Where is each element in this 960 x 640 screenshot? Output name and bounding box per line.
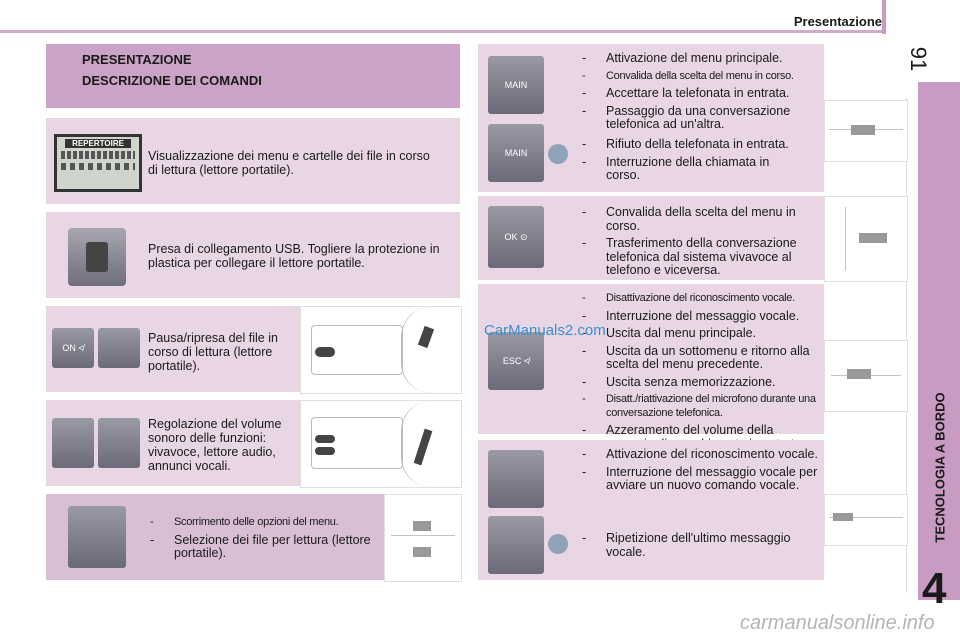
pause-button-label: ON ≮: [62, 343, 84, 353]
pause-side-button-photo: [98, 328, 140, 368]
main-list: [580, 52, 820, 136]
section-subtitle: DESCRIZIONE DEI COMANDI: [82, 73, 262, 88]
main-item: - Passaggio da una conversazione telefonica ad un'altra.: [580, 105, 820, 132]
volume-text: Regolazione del volume sonoro delle funzioni: vivavoce, lettore audio, annunci vocali.: [148, 417, 282, 473]
volume-side-button-photo: [98, 418, 140, 468]
main-item: - Accettare la telefonata in entrata.: [580, 87, 820, 101]
steering-sketch-volume: [300, 400, 462, 488]
main-item: - Convalida della scelta del menu in corso.: [580, 70, 820, 84]
ok-list: [580, 206, 820, 282]
esc-item: - Disattivazione del riconoscimento vocale.: [580, 292, 820, 306]
lcd-display: [54, 134, 142, 192]
press-hold-icon: [548, 144, 568, 164]
volume-button-photo: [52, 418, 94, 468]
header-rule: [0, 30, 886, 33]
header-title: Presentazione: [793, 14, 882, 29]
sidebar-label: TECNOLOGIA A BORDO: [932, 392, 948, 543]
steering-sketch-pause: [300, 306, 462, 394]
esc-item: - Uscita da un sottomenu e ritorno alla scelta del menu precedente.: [580, 345, 820, 372]
esc-button-photo: [488, 332, 544, 390]
esc-list: [580, 292, 820, 455]
highlighted-button: [315, 347, 335, 357]
main-button-label-2: MAIN: [504, 148, 528, 158]
scroll-button-photo: [68, 506, 126, 568]
esc-item: - Interruzione del messaggio vocale.: [580, 310, 820, 324]
lcd-segments: [61, 151, 135, 159]
highlighted-volume-down: [315, 447, 335, 455]
pause-text: Pausa/ripresa del file in corso di lettura (lettore portatile).: [148, 331, 278, 373]
voice-item: - Interruzione del messaggio vocale per avviare un nuovo comando vocale.: [580, 466, 820, 493]
main-button-label: MAIN: [504, 80, 528, 90]
watermark-link[interactable]: CarManuals2.com: [484, 322, 606, 339]
scroll-list: [148, 516, 382, 565]
reject-item: - Rifiuto della telefonata in entrata.: [580, 138, 800, 152]
ok-item: - Convalida della scelta del menu in corso.: [580, 206, 820, 233]
header-tab: [882, 0, 886, 34]
control-sketch-ok: [824, 196, 908, 282]
pause-button-photo: [52, 328, 94, 368]
voice-list: [580, 448, 820, 497]
chapter-number: 4: [922, 564, 947, 613]
ok-item: - Trasferimento della conversazione telefonica dal sistema vivavoce al telefono e viceversa.: [580, 237, 820, 278]
usb-plug-icon: [86, 242, 108, 272]
lcd-icons: [61, 163, 135, 170]
control-sketch-main: [824, 100, 908, 162]
reject-list: [580, 138, 800, 187]
repeat-list: [580, 532, 800, 563]
reject-item: - Interruzione della chiamata in corso.: [580, 156, 800, 183]
highlighted-volume-up: [315, 435, 335, 443]
esc-item: - Azzeramento del volume della: [580, 424, 820, 451]
control-sketch-scroll: [384, 494, 462, 582]
ok-button-label: OK ⊙: [504, 231, 528, 242]
scroll-item: - Selezione dei file per lettura (lettore portatile).: [148, 534, 382, 561]
main-button-photo: [488, 56, 544, 114]
voice-button-photo-2: [488, 516, 544, 574]
esc-item: - Disatt./riattivazione del microfono durante una conversazione telefonica.: [580, 393, 820, 420]
esc-item: - Uscita dal menu principale.: [580, 327, 820, 341]
repeat-item: - Ripetizione dell'ultimo messaggio vocale.: [580, 532, 800, 559]
esc-item: - Uscita senza memorizzazione.: [580, 376, 820, 390]
display-text: Visualizzazione dei menu e cartelle dei file in corso di lettura (lettore portatile).: [148, 149, 430, 177]
voice-item: - Attivazione del riconoscimento vocale.: [580, 448, 820, 462]
section-title: PRESENTAZIONE: [82, 52, 192, 67]
usb-port-photo: [68, 228, 126, 286]
page-number: 91: [906, 46, 932, 72]
lcd-label: REPERTOIRE: [65, 139, 131, 148]
main-button-photo-2: [488, 124, 544, 182]
footer-watermark: carmanualsonline.info: [740, 612, 935, 634]
esc-button-label: ESC ≮: [502, 356, 530, 366]
main-item: - Attivazione del menu principale.: [580, 52, 820, 66]
control-sketch-esc: [824, 340, 908, 412]
scroll-item: - Scorrimento delle opzioni del menu.: [148, 516, 382, 530]
usb-text: Presa di collegamento USB. Togliere la protezione in plastica per collegare il lettore portatile.: [148, 242, 440, 270]
control-sketch-voice: [824, 494, 908, 546]
ok-button-photo: [488, 206, 544, 268]
press-hold-icon-2: [548, 534, 568, 554]
voice-button-photo: [488, 450, 544, 508]
